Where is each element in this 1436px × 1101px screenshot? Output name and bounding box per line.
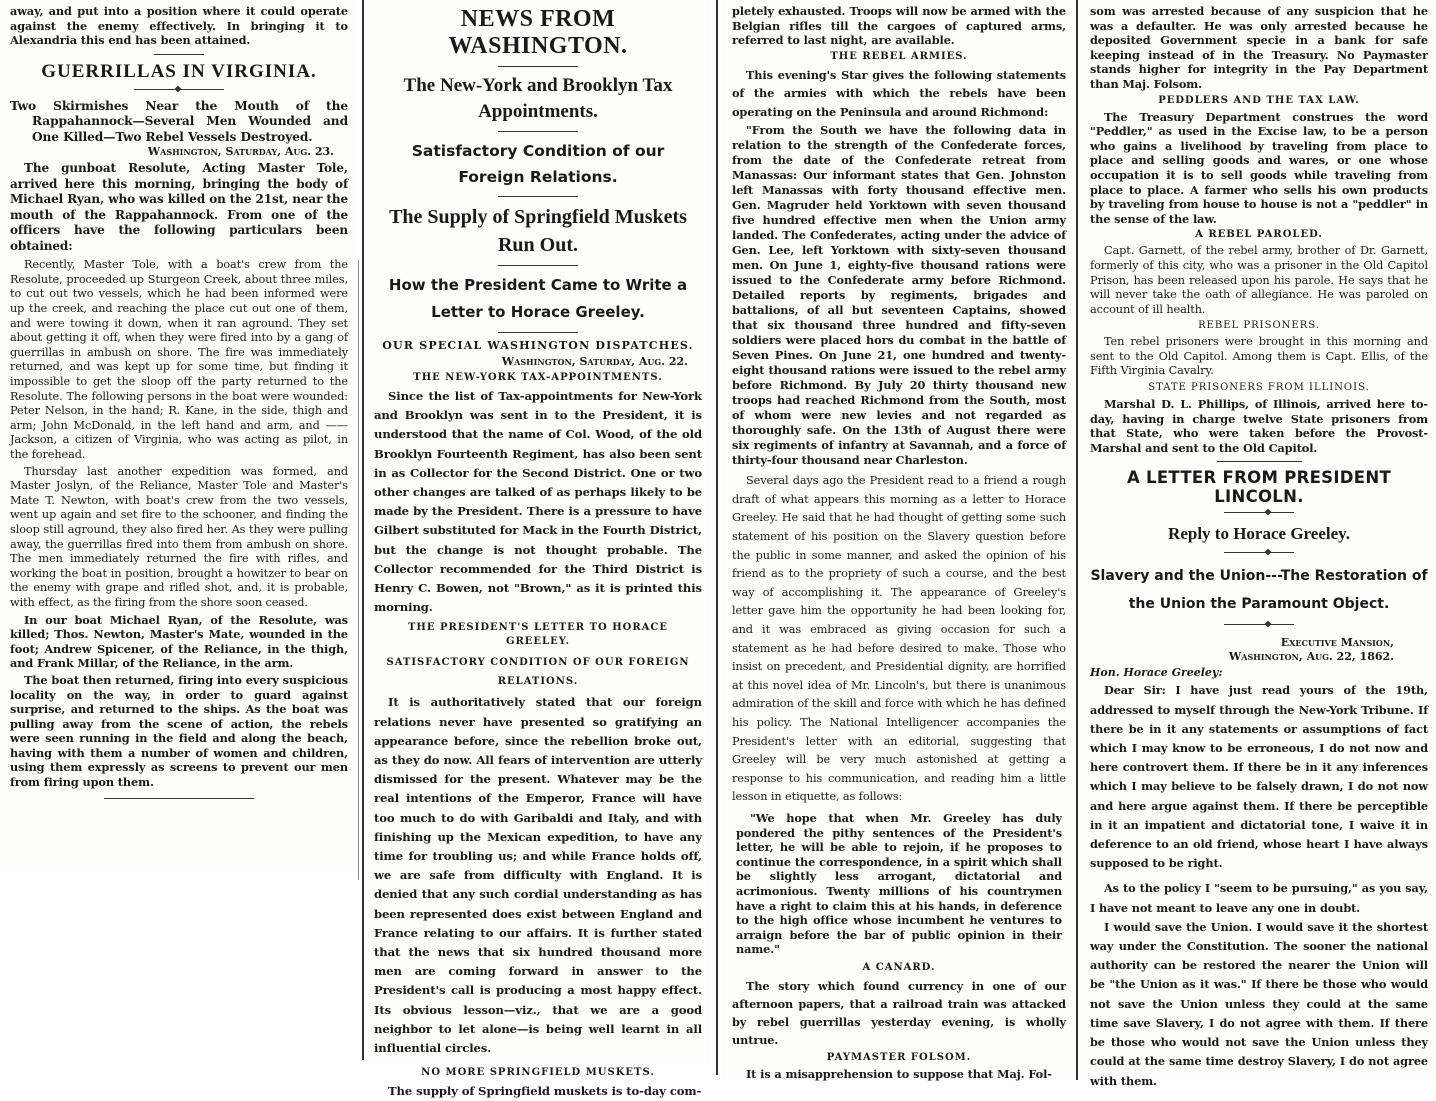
column-news-from-washington — [364, 0, 710, 1099]
paragraph: This evening's Star gives the following statements of the armies with which the rebels have been operating on the Peninsula and around Richmond: — [732, 67, 1066, 119]
deck-springfield-muskets: The Supply of Springfield Muskets Run Out. — [389, 206, 687, 256]
headline-letter-from-lincoln: A LETTER FROM PRESIDENT LINCOLN. — [1126, 468, 1392, 507]
divider — [498, 66, 578, 67]
paragraph: The supply of Springfield muskets is to-day com- — [388, 1084, 702, 1099]
divider — [104, 798, 254, 799]
paragraph: The boat then returned, firing into every suspicious locality on the way, in order to guard against surprise, and returned to the ships. As the boat was pulling away from the scene of action, the rebels were seen running in the field and along the beach, having with them a number of women and children, using them expressly as screens to prevent our men from firing upon them. — [10, 672, 348, 790]
deck: Two Skirmishes Near the Mouth of the Rappahannock—Several Men Wounded and One Killed—Two Rebel Vessels Destroyed. — [10, 98, 348, 144]
column-rule — [716, 0, 718, 1075]
subhead-state-prisoners: STATE PRISONERS FROM ILLINOIS. — [1148, 382, 1370, 394]
subhead-tax-appointments: THE NEW-YORK TAX-APPOINTMENTS. — [413, 372, 663, 383]
deck-slavery-and-union: Slavery and the Union---The Restoration of the Union the Paramount Object. — [1090, 568, 1428, 613]
section-label: OUR SPECIAL WASHINGTON DISPATCHES. — [382, 339, 694, 352]
paragraph: Ten rebel prisoners were brought in this morning and sent to the Old Capitol. Among them is Capt. Ellis, of the Fifth Virginia Cavalry. — [1090, 335, 1428, 378]
dateline: Washington, Saturday, Aug. 22. — [501, 355, 688, 368]
paragraph: Marshal D. L. Phillips, of Illinois, arrived here to-day, having in charge twelve State prisoners from that State, who were taken before the Provost-Marshal and sent to the Old Capitol. — [1090, 397, 1428, 455]
ornament-divider — [1224, 624, 1294, 628]
deck-letter-to-greeley: How the President Came to Write a Letter to Horace Greeley. — [388, 276, 688, 321]
paragraph: Recently, Master Tole, with a boat's crew from the Resolute, proceeded up Sturgeon Creek, about three miles, to cut out two vessels, which he had been informed were up the creek, and reaching the place cut out one of them, and were towing it down, when it ran aground. They set about getting it off, when they were fired into by a gang of guerrillas in ambush on shore. The fire was immediately returned, and was kept up for some time, but finding it impossible to get the sloop off the party returned to the Resolute. The following persons in the boat were wounded: Peter Nelson, in the hand; R. Kane, in the side, thigh and arm; John McDonald, in the left hand and arm, and —— Jackson, a citizen of Virginia, who was acting as pilot, in the forehead. — [10, 258, 348, 461]
divider — [498, 265, 578, 266]
salutation: Hon. Horace Greeley: — [1090, 666, 1223, 680]
subhead-canard: A CANARD. — [862, 961, 936, 973]
divider — [1217, 461, 1302, 462]
ornament-divider — [134, 89, 224, 93]
subhead-paymaster-folsom: PAYMASTER FOLSOM. — [826, 1051, 972, 1063]
deck-tax-appointments: The New-York and Brooklyn Tax Appointments. — [403, 75, 673, 122]
dateline: Washington, Saturday, Aug. 23. — [147, 145, 334, 159]
paragraph: It is authoritatively stated that our foreign relations never have presented so gratifying an appearance before, since the rebellion broke out, as they do now. All fears of intervention are utterly dismissed for the present. Whatever may be the real intentions of the Emperor, France will have too much to do with Garibaldi and Italy, and with finishing up the Mexican expedition, to have any time for troubling us; and while France holds off, we are safe from difficulty with England. It is denied that any such cordial understanding as has been represented does exist between England and France relating to our affairs. It is further stated that the news that six hundred thousand more men are coming forward in answer to the President's call is producing a most happy effect. Its obvious lesson—viz., that we are a good neighbor to let alone—is being well learnt in all influential circles. — [374, 695, 702, 1056]
subhead-peddlers: PEDDLERS AND THE TAX LAW. — [1158, 94, 1360, 106]
paragraph: Thursday last another expedition was formed, and Master Joslyn, of the Reliance, Master Tole and Master's Mate T. Newton, with boat's crew from the two vessels, went up again and set fire to the schooner, and finding the sloop still aground, they also fired her. As they were pulling away, the guerrillas fired into them from ambush on shore. The men immediately returned the fire with rifles, and working the boat in position, brought a howitzer to bear on the enemy with grape and rifled shot, and, it is probable, with effect, as the firing from the shore soon ceased. — [10, 464, 348, 609]
paragraph: Since the list of Tax-appointments for New-York and Brooklyn was sent in to the President, it is understood that the name of Col. Wood, of the old Brooklyn Fourteenth Regiment, has also been sent in as Collector for the Second District. One or two other changes are talked of as perhaps likely to be made by the President. There is a pressure to have Gilbert substituted for Mack in the Fourth District, but the change is not thought probable. The Collector recommended for the Third District is Henry C. Bowen, not "Brown," as it is printed this morning. — [374, 389, 702, 615]
subhead-greeley-letter: THE PRESIDENT'S LETTER TO HORACE GREELEY. — [407, 622, 669, 648]
divider — [498, 196, 578, 197]
paragraph: som was arrested because of any suspicion that he was a defaulter. He was only arrested because he deposited Government specie in a bank for safe keeping instead of in the Treasury. No Paymaster stands higher for integrity in the Pay Department than Maj. Folsom. — [1090, 4, 1428, 91]
divider — [154, 54, 204, 55]
paragraph: Capt. Garnett, of the rebel army, brother of Dr. Garnett, formerly of this city, who was a prisoner in the Old Capitol Prison, has been released upon his parole. He says that he will never take the oath of allegiance. He was paroled on account of ill health. — [1090, 244, 1428, 316]
paragraph: It is a misapprehension to suppose that Maj. Fol- — [746, 1066, 1052, 1081]
subhead-foreign-relations: SATISFACTORY CONDITION OF OUR FOREIGN RELATIONS. — [386, 657, 690, 688]
paragraph: The Treasury Department construes the word "Peddler," as used in the Excise law, to be a person who gains a livelihood by traveling from place to place and selling goods and wares, or one whose occupation it is to sell goods while traveling from place to place. A farmer who sells his own products by traveling from house to house is not a "peddler" in the sense of the law. — [1090, 109, 1428, 226]
subhead-rebel-prisoners: REBEL PRISONERS. — [1198, 320, 1320, 332]
paragraph: As to the policy I "seem to be pursuing," as you say, I have not meant to leave any one in doubt. — [1090, 881, 1428, 915]
headline-news-from-washington: NEWS FROM WASHINGTON. — [448, 6, 628, 59]
dateline-executive-mansion: Executive Mansion, — [1280, 636, 1394, 650]
paragraph: I would save the Union. I would save it the shortest way under the Constitution. The sooner the national authority can be restored the nearer the Union will be "the Union as it was." If there be those who would not save the Union unless they could at the same time save Slavery, I do not agree with them. If there be those who would not save the Union unless they could at the same time destroy Slavery, I do not agree with them. — [1090, 919, 1428, 1088]
continuation-text: away, and put into a position where it could operate against the enemy effectively. In bringing it to Alexandria this end has been attained. — [10, 4, 348, 48]
paragraph: In our boat Michael Ryan, of the Resolute, was killed; Thos. Newton, Master's Mate, wounded in the foot; Andrew Spicener, of the Reliance, in the thigh, and Frank Millar, of the Reliance, in the arm. — [10, 612, 348, 671]
column-guerrillas-in-virginia — [0, 0, 356, 870]
paragraph: Dear Sir: I have just read yours of the 19th, addressed to myself through the New-York Tribune. If there be in it any statements or assumptions of fact which I may know to be erroneous, I do not now and here controvert them. If there be in it any inferences which I may believe to be falsely drawn, I do not now and here argue against them. If there be perceptible in it an impatient and dictatorial tone, I waive it in deference to an old friend, whose heart I have always supposed to be right. — [1090, 683, 1428, 871]
paragraph: pletely exhausted. Troops will now be armed with the Belgian rifles till the cargoes of captured arms, referred to last night, are available. — [732, 4, 1066, 48]
column-letter-from-lincoln — [1080, 0, 1436, 1088]
divider — [498, 131, 578, 132]
deck-foreign-relations: Satisfactory Condition of our Foreign Relations. — [411, 142, 665, 186]
headline-guerrillas: GUERRILLAS IN VIRGINIA. — [41, 60, 317, 82]
paragraph: "From the South we have the following data in relation to the strength of the Confederate forces, from the date of the Confederate retreat from Manassas: Our informant states that Gen. Johnston left Manassas with forty thousand effective men. Gen. Magruder held Yorktown with seven thousand five hundred effective men when the Union army landed. The Confederates, acting under the advice of Gen. Lee, left Yorktown with sixty-seven thousand men. On June 1, eighty-five thousand rations were issued to the Confederate army before Richmond. Detailed reports by regiments, brigades and battalions, of all but seventeen Captains, showed that six thousand three hundred and fifty-seven soldiers were placed hors du combat in the battle of Seven Pines. On June 21, one hundred and twenty-eight thousand rations were issued to the rebel army before Richmond. By July 20 thirty thousand new troops had reached Richmond from the South, most of whom were new levies and not regarded as thoroughly safe. On the 13th of August there were six regiments of infantry at Savannah, and a force of thirty-four thousand near Charleston. — [732, 123, 1066, 468]
subhead-rebel-armies: THE REBEL ARMIES. — [830, 50, 968, 62]
column-rule — [1076, 0, 1078, 1080]
paragraph: The story which found currency in one of our afternoon papers, that a railroad train was attacked by rebel guerrillas yesterday evening, is wholly untrue. — [732, 978, 1066, 1047]
dateline-washington: Washington, Aug. 22, 1862. — [1228, 650, 1394, 664]
paragraph: The gunboat Resolute, Acting Master Tole, arrived here this morning, bringing the body of Michael Ryan, who was killed on the 21st, near the mouth of the Rappahannock. From one of the officers have the following particulars been obtained: — [10, 161, 348, 253]
subhead-rebel-paroled: A REBEL PAROLED. — [1195, 229, 1323, 241]
ornament-divider — [1224, 512, 1294, 516]
ornament-divider — [1224, 552, 1294, 556]
paragraph: "We hope that when Mr. Greeley has duly pondered the pithy sentences of the President's letter, he will be able to rejoin, if he proposes to continue the correspondence, in a spirit which shall be slightly less arrogant, dictatorial and acrimonious. Twenty millions of his countrymen have a right to claim this at his hands, in deference to the high office whose incumbent he ventures to arraign before the bar of public opinion in their name." — [736, 810, 1062, 957]
deck-reply-to-greeley: Reply to Horace Greeley. — [1168, 524, 1350, 544]
divider — [498, 332, 578, 333]
column-rule — [358, 260, 359, 880]
subhead-springfield: NO MORE SPRINGFIELD MUSKETS. — [421, 1067, 655, 1079]
paragraph: Several days ago the President read to a friend a rough draft of what appears this morning as a letter to Horace Greeley. He said that he had thought of getting some such statement of his position on the Slavery question before the public in some manner, and asked the opinion of his friend as to the propriety of such a course, and the best way of accomplishing it. The appearance of Greeley's letter gave him the opportunity he had been looking for, and it was embraced as giving occasion for such a statement as he had before desired to make. Those who insist on precedent, and Presidential dignity, are horrified at this novel idea of Mr. Lincoln's, but there is unanimous admiration of the skill and force with which he has defined his policy. The National Intelligencer accompanies the President's letter with an editorial, suggesting that Greeley will be very much astonished at getting a response to his communication, and reading him a little lesson in etiquette, as follows: — [732, 474, 1066, 804]
column-rebel-armies — [722, 0, 1074, 1080]
